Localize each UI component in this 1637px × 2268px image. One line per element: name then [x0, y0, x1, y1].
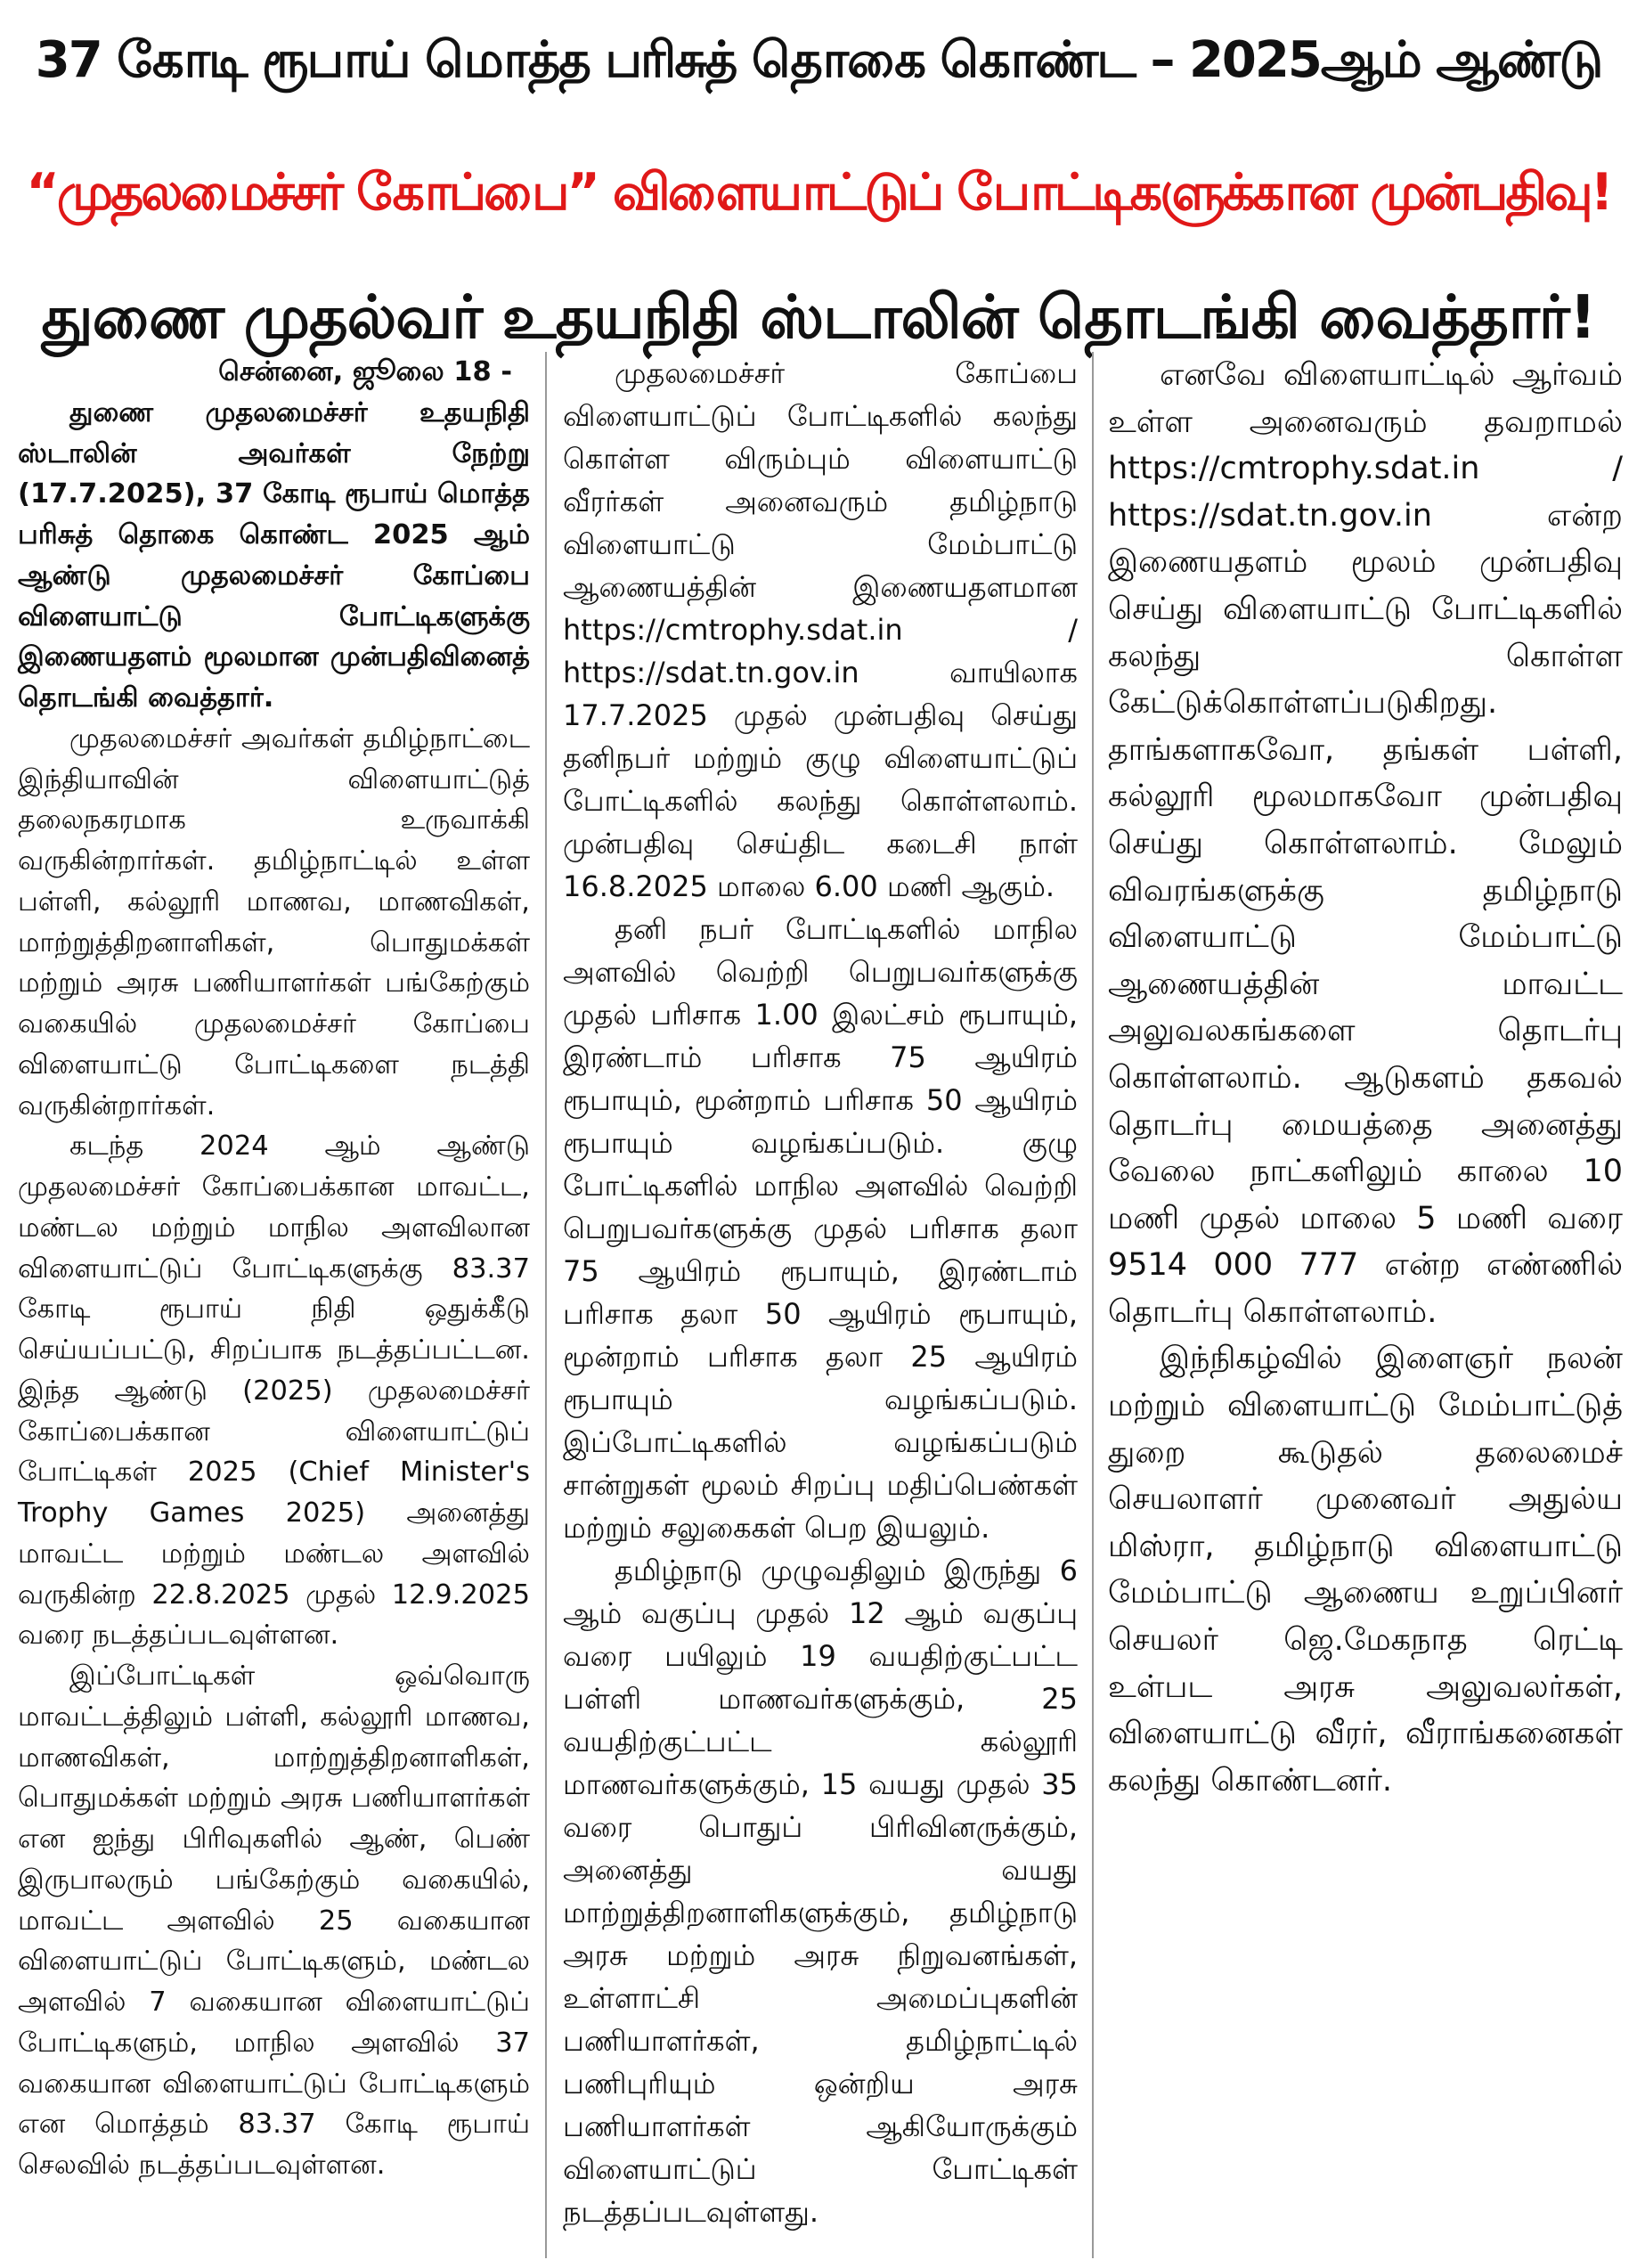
article-column-3 — [1108, 352, 1623, 1804]
paragraph-4: முதலமைச்சர் கோப்பை விளையாட்டுப் போட்டிகளில் கலந்து கொள்ள விரும்பும் விளையாட்டு வீரர்கள் அனைவரும் தமிழ்நாடு விளையாட்டு மேம்பாட்டு ஆணையத்தின் இணையதளமான https://cmtrophy.sdat.in / https://sdat.tn.gov.in வாயிலாக 17.7.2025 முதல் முன்பதிவு செய்து தனிநபர் மற்றும் குழு விளையாட்டுப் போட்டிகளில் கலந்து கொள்ளலாம். முன்பதிவு செய்திட கடைசி நாள் 16.8.2025 மாலை 6.00 மணி ஆகும். — [563, 356, 1078, 903]
paragraph-8: இந்நிகழ்வில் இளைஞர் நலன் மற்றும் விளையாட்டு மேம்பாட்டுத் துறை கூடுதல் தலைமைச் செயலாளர் முனைவர் அதுல்ய மிஸ்ரா, தமிழ்நாடு விளையாட்டு மேம்பாட்டு ஆணைய உறுப்பினர் செயலர் ஜெ.மேகநாத ரெட்டி உள்பட அரசு அலுவலர்கள், விளையாட்டு வீரர், வீராங்கனைகள் கலந்து கொண்டனர். — [1108, 1341, 1623, 1799]
column-divider-1 — [545, 352, 547, 2258]
paragraph-3: இப்போட்டிகள் ஒவ்வொரு மாவட்டத்திலும் பள்ளி, கல்லூரி மாணவ, மாணவிகள், மாற்றுத்திறனாளிகள், பொதுமக்கள் மற்றும் அரசு பணியாளர்கள் என ஐந்து பிரிவுகளில் ஆண், பெண் இருபாலரும் பங்கேற்கும் வகையில், மாவட்ட அளவில் 25 வகையான விளையாட்டுப் போட்டிகளும், மண்டல அளவில் 7 வகையான விளையாட்டுப் போட்டிகளும், மாநில அளவில் 37 வகையான விளையாட்டுப் போட்டிகளும் என மொத்தம் 83.37 கோடி ரூபாய் செலவில் நடத்தப்படவுள்ளன. — [18, 1660, 530, 2181]
paragraph-6: தமிழ்நாடு முழுவதிலும் இருந்து 6 ஆம் வகுப்பு முதல் 12 ஆம் வகுப்பு வரை பயிலும் 19 வயதிற்குட்பட்ட பள்ளி மாணவர்களுக்கும், 25 வயதிற்குட்பட்ட கல்லூரி மாணவர்களுக்கும், 15 வயது முதல் 35 வரை பொதுப் பிரிவினருக்கும், அனைத்து வயது மாற்றுத்திறனாளிகளுக்கும், தமிழ்நாடு அரசு மற்றும் அரசு நிறுவனங்கள், உள்ளாட்சி அமைப்புகளின் பணியாளர்கள், தமிழ்நாட்டில் பணிபுரியும் ஒன்றிய அரசு பணியாளர்கள் ஆகியோருக்கும் விளையாட்டுப் போட்டிகள் நடத்தப்படவுள்ளது. — [563, 1554, 1078, 2229]
article-column-2 — [563, 352, 1078, 2233]
headline-subtitle: துணை முதல்வர் உதயநிதி ஸ்டாலின் தொடங்கி வைத்தார்! — [41, 281, 1596, 352]
headline-main: “முதலமைச்சர் கோப்பை” விளையாட்டுப் போட்டிகளுக்கான முன்பதிவு! — [26, 163, 1611, 222]
paragraph-1: முதலமைச்சர் அவர்கள் தமிழ்நாட்டை இந்தியாவின் விளையாட்டுத் தலைநகரமாக உருவாக்கி வருகின்றார்கள். தமிழ்நாட்டில் உள்ள பள்ளி, கல்லூரி மாணவ, மாணவிகள், மாற்றுத்திறனாளிகள், பொதுமக்கள் மற்றும் அரசு பணியாளர்கள் பங்கேற்கும் வகையில் முதலமைச்சர் கோப்பை விளையாட்டு போட்டிகளை நடத்தி வருகின்றார்கள். — [18, 722, 530, 1122]
headline-kicker: 37 கோடி ரூபாய் மொத்த பரிசுத் தொகை கொண்ட – 2025ஆம் ஆண்டு — [35, 31, 1602, 89]
dateline: சென்னை, ஜூலை 18 - — [218, 356, 512, 388]
lead-paragraph: துணை முதலமைச்சர் உதயநிதி ஸ்டாலின் அவர்கள் நேற்று (17.7.2025), 37 கோடி ரூபாய் மொத்த பரிசுத் தொகை கொண்ட 2025 ஆம் ஆண்டு முதலமைச்சர் கோப்பை விளையாட்டு போட்டிகளுக்கு இணையதளம் மூலமான முன்பதிவினைத் தொடங்கி வைத்தார். — [18, 396, 530, 714]
paragraph-2: கடந்த 2024 ஆம் ஆண்டு முதலமைச்சர் கோப்பைக்கான மாவட்ட, மண்டல மற்றும் மாநில அளவிலான விளையாட்டுப் போட்டிகளுக்கு 83.37 கோடி ரூபாய் நிதி ஒதுக்கீடு செய்யப்பட்டு, சிறப்பாக நடத்தப்பட்டன. இந்த ஆண்டு (2025) முதலமைச்சர் கோப்பைக்கான விளையாட்டுப் போட்டிகள் 2025 (Chief Minister's Trophy Games 2025) அனைத்து மாவட்ட மற்றும் மண்டல அளவில் வருகின்ற 22.8.2025 முதல் 12.9.2025 வரை நடத்தப்படவுள்ளன. — [18, 1130, 530, 1652]
paragraph-5: தனி நபர் போட்டிகளில் மாநில அளவில் வெற்றி பெறுபவர்களுக்கு முதல் பரிசாக 1.00 இலட்சம் ரூபாயும், இரண்டாம் பரிசாக 75 ஆயிரம் ரூபாயும், மூன்றாம் பரிசாக 50 ஆயிரம் ரூபாயும் வழங்கப்படும். குழு போட்டிகளில் மாநில அளவில் வெற்றி பெறுபவர்களுக்கு முதல் பரிசாக தலா 75 ஆயிரம் ரூபாயும், இரண்டாம் பரிசாக தலா 50 ஆயிரம் ரூபாயும், மூன்றாம் பரிசாக தலா 25 ஆயிரம் ரூபாயும் வழங்கப்படும். இப்போட்டிகளில் வழங்கப்படும் சான்றுகள் மூலம் சிறப்பு மதிப்பெண்கள் மற்றும் சலுகைகள் பெற இயலும். — [563, 912, 1078, 1545]
paragraph-7: எனவே விளையாட்டில் ஆர்வம் உள்ள அனைவரும் தவறாமல் https://cmtrophy.sdat.in / https://sdat.tn.gov.in என்ற இணையதளம் மூலம் முன்பதிவு செய்து விளையாட்டு போட்டிகளில் கலந்து கொள்ள கேட்டுக்கொள்ளப்படுகிறது. தாங்களாகவோ, தங்கள் பள்ளி, கல்லூரி மூலமாகவோ முன்பதிவு செய்து கொள்ளலாம். மேலும் விவரங்களுக்கு தமிழ்நாடு விளையாட்டு மேம்பாட்டு ஆணையத்தின் மாவட்ட அலுவலகங்களை தொடர்பு கொள்ளலாம். ஆடுகளம் தகவல் தொடர்பு மையத்தை அனைத்து வேலை நாட்களிலும் காலை 10 மணி முதல் மாலை 5 மணி வரை 9514 000 777 என்ற எண்ணில் தொடர்பு கொள்ளலாம். — [1108, 357, 1623, 1330]
article-column-1 — [18, 352, 530, 2186]
column-divider-2 — [1092, 352, 1094, 2258]
